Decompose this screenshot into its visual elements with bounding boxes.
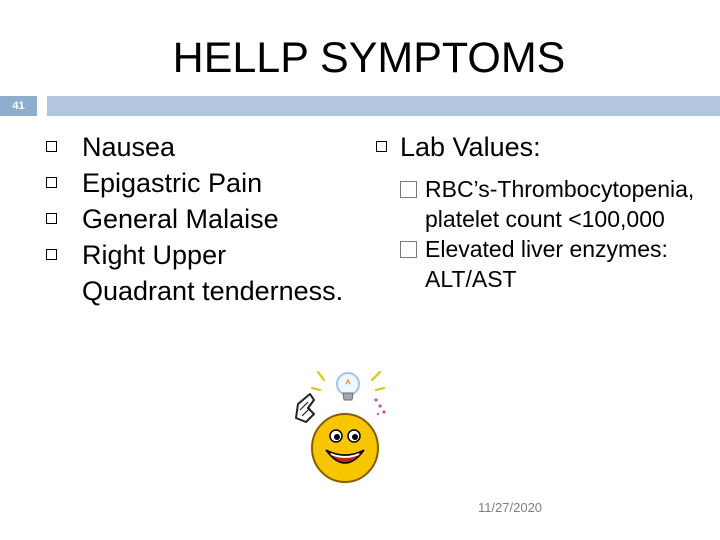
slide-number: 41 bbox=[0, 96, 37, 116]
list-item-label: RBC’s-Thrombocytopenia, platelet count <100,000 bbox=[425, 176, 695, 232]
checkbox-bullet-icon bbox=[46, 249, 57, 260]
lightbulb-smiley-icon bbox=[280, 360, 405, 485]
box-bullet-icon bbox=[400, 181, 417, 198]
list-item-label: Nausea bbox=[82, 132, 176, 162]
lab-values-list bbox=[372, 129, 692, 165]
checkbox-bullet-icon bbox=[376, 141, 387, 152]
slide-date: 11/27/2020 bbox=[477, 500, 543, 515]
list-item bbox=[34, 237, 344, 309]
lab-values-label: Lab Values: bbox=[400, 132, 541, 162]
title-divider-bar bbox=[47, 96, 720, 116]
list-item-label: Epigastric Pain bbox=[82, 168, 263, 198]
lab-values-sublist bbox=[400, 174, 700, 294]
lab-values-heading bbox=[372, 129, 692, 165]
list-item bbox=[34, 165, 344, 201]
list-item bbox=[34, 201, 344, 237]
list-item-label: Right Upper Quadrant tenderness. bbox=[82, 240, 344, 306]
checkbox-bullet-icon bbox=[46, 213, 57, 224]
slide-title: HELLP SYMPTOMS bbox=[172, 34, 566, 82]
list-item bbox=[400, 234, 700, 294]
list-item-label: Elevated liver enzymes: ALT/AST bbox=[425, 236, 668, 292]
checkbox-bullet-icon bbox=[46, 141, 57, 152]
list-item bbox=[400, 174, 700, 234]
symptom-list bbox=[34, 129, 344, 309]
box-bullet-icon bbox=[400, 241, 417, 258]
list-item-label: General Malaise bbox=[82, 204, 279, 234]
checkbox-bullet-icon bbox=[46, 177, 57, 188]
list-item bbox=[34, 129, 344, 165]
